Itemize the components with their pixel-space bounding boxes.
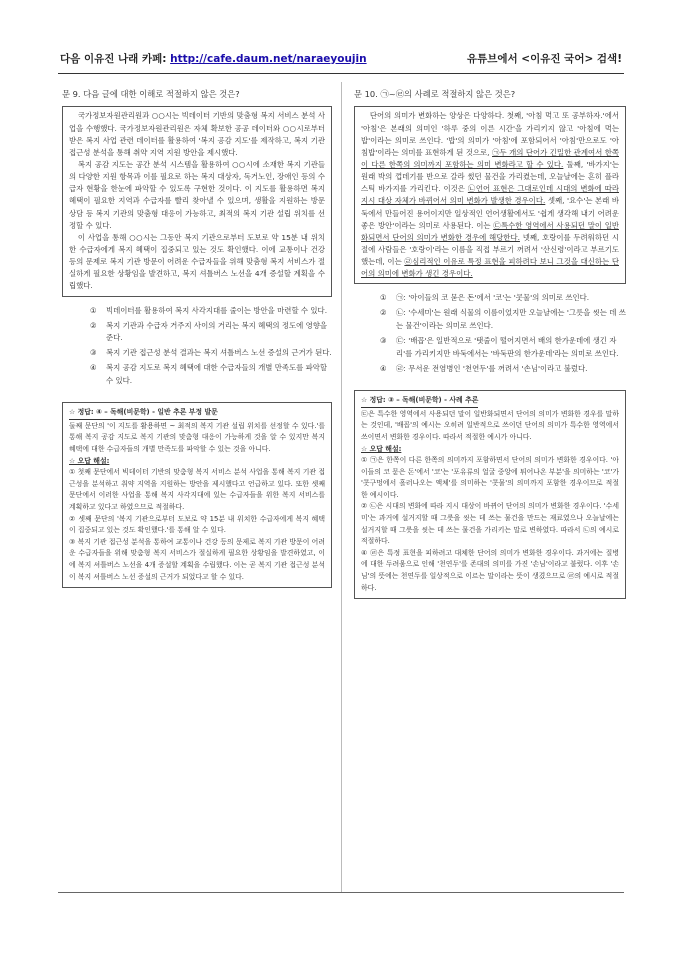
cafe-promo [60,52,367,68]
answer-body: ㉢은 특수한 영역에서 사용되던 말이 일반화되면서 단어의 의미가 변화한 경우를 말하는 것인데, '배꼽'의 예시는 오히려 일반적으로 쓰이던 단어의 의미가 특수한 영역에서 쓰이면서 변화한 경우이다. 따라서 적절한 예시가 아니다. [361,409,619,441]
underlined-phrase-4: ㉣심리적인 이유로 특정 표현을 피하려다 보니 그것을 대신하는 단어의 의미에 변화가 생긴 경우이다. [361,257,619,279]
underlined-phrase-2: ㉡언어 표현은 그대로인데 시대의 변화에 따라 지시 대상 자체가 바뀌어서 의미 변화가 발생한 경우이다. [361,184,619,206]
choice-4[interactable] [62,362,332,388]
choice-number: ① [90,305,97,315]
column-divider [341,82,342,892]
choice-text: 복지 기관과 수급자 거주지 사이의 거리는 복지 혜택의 정도에 영향을 준다. [106,320,328,343]
choice-text: ㉢: '배꼽'은 일반적으로 '탯줄이 떨어지면서 배의 한가운데에 생긴 자리'를 가리키지만 바둑에서는 '바둑판의 한가운데'라는 의미로 쓰인다. [396,336,619,359]
explanation-item: ④ ㉣은 특정 표현을 피하려고 대체한 단어의 의미가 변화한 경우이다. 과거에는 질병에 대한 두려움으로 인해 '천연두'를 존대의 의미를 가진 '손님'이라고 불렀다. 이후 '손님'의 뜻에는 천연두를 일상적으로 이르는 말이라는 뜻이 생겼으므로 ㉣의 예시로 적절하다. [361,548,619,592]
youtube-promo: 유튜브에서 <이유진 국어> 검색! [466,53,622,65]
choice-number: ② [90,320,97,330]
choice-number: ④ [90,363,97,373]
question-10-choices [354,292,626,376]
cafe-label: 다음 이유진 나래 카페: [60,53,167,65]
question-9-column [62,88,332,588]
choice-3[interactable] [62,347,332,360]
choice-number: ③ [90,348,97,358]
underlined-phrase-3: ㉢특수한 영역에서 사용되던 말이 일반화되면서 단어의 의미가 변화한 경우에 해당한다. [361,220,619,242]
choice-text: ㉣: 무서운 전염병인 '천연두'를 꺼려서 '손님'이라고 불렀다. [396,364,588,374]
wrong-answer-heading: ☆ 오답 해설: [69,456,110,465]
footer-divider [58,892,624,893]
choice-2[interactable] [62,320,332,346]
choice-1[interactable] [62,305,332,318]
choice-text: 복지 기관 접근성 분석 결과는 복지 셔틀버스 노선 증설의 근거가 된다. [106,348,332,358]
question-10-answer-box [354,390,626,599]
explanation-item: ② ㉡은 시대의 변화에 따라 지시 대상이 바뀌어 단어의 의미가 변화한 경우이다. '수세미'는 과거에 설거지할 때 그릇을 씻는 데 쓰는 물건을 만드는 재료였으나 오늘날에는 설거지할 때 그릇을 씻는 데 쓰는 물건을 가리키는 말로 변하였다. 따라서 ㉡의 예시로 적절하다. [361,502,619,546]
choice-2[interactable] [354,307,626,333]
choice-number: ③ [380,336,387,346]
passage-paragraph [361,110,619,280]
choice-3[interactable] [354,335,626,361]
choice-number: ② [380,308,387,318]
explanation-item: ② 셋째 문단의 '복지 기관으로부터 도보로 약 15분 내 위치한 수급자에게 복지 혜택이 집중되고 있는 것도 확인했다.'를 통해 알 수 있다. [69,514,325,535]
question-9-title: 문 9. 다음 글에 대한 이해로 적절하지 않은 것은? [62,89,240,99]
choice-text: ㉡: '수세미'는 원래 식물의 이름이었지만 오늘날에는 '그릇을 씻는 데 쓰는 물건'이라는 의미로 쓰인다. [396,308,626,331]
passage-paragraph: 이 사업을 통해 ○○시는 그동안 복지 기관으로부터 도보로 약 15분 내 위치한 수급자에게 복지 혜택이 집중되고 있는 것도 확인했다. 이에 교통이나 건강 등의 문제로 복지 기관 방문이 어려운 수급자들을 위해 맞춤형 복지 서비스가 절실하게 필요한 상황임을 발견하고, 복지 셔틀버스 노선을 4개 증설할 계획을 수립했다. [69,232,325,291]
answer-title: ☆ 정답: ④ – 독해(비문학) - 일반 추론 부정 발문 [69,407,218,420]
passage-text: 둘째, '바가지'는 원래 박의 껍데기를 반으로 갈라 썼던 물건을 가리켰는데, 오늘날에는 흔히 플라스틱 바가지를 가리킨다. 이것은 [361,160,619,194]
explanation-item: ③ 복지 기관 접근성 분석을 통하여 교통이나 건강 등의 문제로 복지 기관 방문이 어려운 수급자들을 위해 맞춤형 복지 서비스가 절실하게 필요한 상황임을 발견하였고, 이에 복지 셔틀버스 노선을 4개 증설할 계획을 수립했다. 이는 곧 복지 기관 접근성 분석이 복지 셔틀버스 노선 증설의 근거가 되었다고 할 수 있다. [69,537,325,581]
answer-body: 둘째 문단의 '이 지도를 활용하면 ~ 최적의 복지 기관 설립 위치를 선정할 수 있다.'를 통해 복지 공감 지도로 복지 기관의 맞춤형 대응이 가능하게 것을 알 수 있지만 복지 혜택에 대한 수급자들의 개별 만족도를 파악할 수 있는 것을 아니다. [69,421,325,454]
question-10-column [354,88,626,599]
passage-text: 단어의 의미가 변화하는 양상은 다양하다. 첫째, '아침 먹고 또 공부하자.'에서 '아침'은 본래의 의미인 '하루 중의 이른 시간'을 가리키지 않고 '아침에 먹는 밥'이라는 의미로 쓰인다. '밥'의 의미가 '아침'에 포함되어서 '아침'만으로도 '아침밥'이라는 의미를 표현하게 된 것으로, [361,111,619,157]
cafe-link[interactable]: http://cafe.daum.net/naraeyoujin [170,53,367,65]
passage-paragraph: 국가정보자원관리원과 ○○시는 빅데이터 기반의 맞춤형 복지 서비스 분석 사업을 수행했다. 국가정보자원관리원은 자체 확보한 공공 데이터와 ○○시로부터 받은 복지 사업 관련 데이터를 활용하여 '복지 공감 지도'를 제작하고, 복지 기관 접근성 분석을 통해 취약 지역 지원 방안을 제시했다. [69,111,325,157]
choice-text: 빅데이터를 활용하여 복지 사각지대를 줄이는 방안을 마련할 수 있다. [106,305,328,315]
choice-4[interactable] [354,363,626,376]
question-10-title: 문 10. ㉠~㉣의 사례로 적절하지 않은 것은? [354,89,516,99]
explanation-item: ① 첫째 문단에서 빅데이터 기반의 맞춤형 복지 서비스 분석 사업을 통해 복지 기관 접근성을 분석하고 취약 지역을 지원하는 방안을 제시했다고 언급하고 있다. 또한 셋째 문단에서 이러한 사업을 통해 복지 사각지대에 있는 수급자들을 위한 복지 서비스를 계획하고 있다고 하였으므로 적절하다. [69,468,325,512]
passage-text: 셋째, '요수'는 본래 바둑에서 만들어진 용어이지만 일상적인 언어생활에서도 '쉽게 생각해 내기 어려운 좋은 방안'이라는 의미로 사용된다. 이는 [361,196,619,230]
question-9-answer-box [62,402,332,588]
page-header [60,52,622,68]
header-divider [58,73,624,74]
explanation-item: ① ㉠은 한쪽이 다른 한쪽의 의미까지 포함하면서 단어의 의미가 변화한 경우이다. '아이들의 코 묻은 돈'에서 '코'는 '포유류의 얼굴 중앙에 튀어나온 부분'을 의미하는 '코'가 '콧구멍에서 흘러나오는 액체'를 의미하는 '콧물'의 의미까지 포함한 경우이므로 적절한 예시이다. [361,456,619,499]
choice-number: ① [380,293,387,303]
wrong-answer-heading: ☆ 오답 해설: [361,444,402,453]
question-9-passage [62,106,332,296]
choice-number: ④ [380,364,387,374]
answer-title: ☆ 정답: ③ – 독해(비문학) - 사례 추론 [361,395,478,408]
passage-text: 넷째, 호랑이를 두려워하던 시절에 사람들은 '호랑이'라는 이름을 직접 부르기 꺼려서 '산신령'이라고 부르기도 했는데, 이는 [361,232,619,267]
question-10-passage [354,106,626,284]
choice-text: ㉠: '아이들의 코 묻은 돈'에서 '코'는 '콧물'의 의미로 쓰인다. [396,293,590,303]
question-9-choices [62,305,332,389]
choice-1[interactable] [354,292,626,305]
underlined-phrase-1: ㉠두 개의 단어가 긴밀한 관계여서 한쪽이 다른 한쪽의 의미까지 포함하는 의미 변화라고 할 수 있다. [361,147,619,169]
passage-paragraph: 복지 공감 지도는 공간 분석 시스템을 활용하여 ○○시에 소재한 복지 기관들의 다양한 지원 항목과 이를 필요로 하는 복지 대상자, 독거노인, 장애인 등의 수급자 현황을 한눈에 파악할 수 있도록 구현한 것이다. 이 지도를 활용하면 복지 혜택이 필요한 지역과 수급자를 빨리 찾아낼 수 있으며, 생활을 지원하는 방문 상담 등 복지 기관의 맞춤형 대응이 가능하고, 최적의 복지 기관 설립 위치를 선정할 수 있다. [69,160,325,230]
choice-text: 복지 공감 지도로 복지 혜택에 대한 수급자들의 개별 만족도를 파악할 수 있다. [106,363,328,386]
